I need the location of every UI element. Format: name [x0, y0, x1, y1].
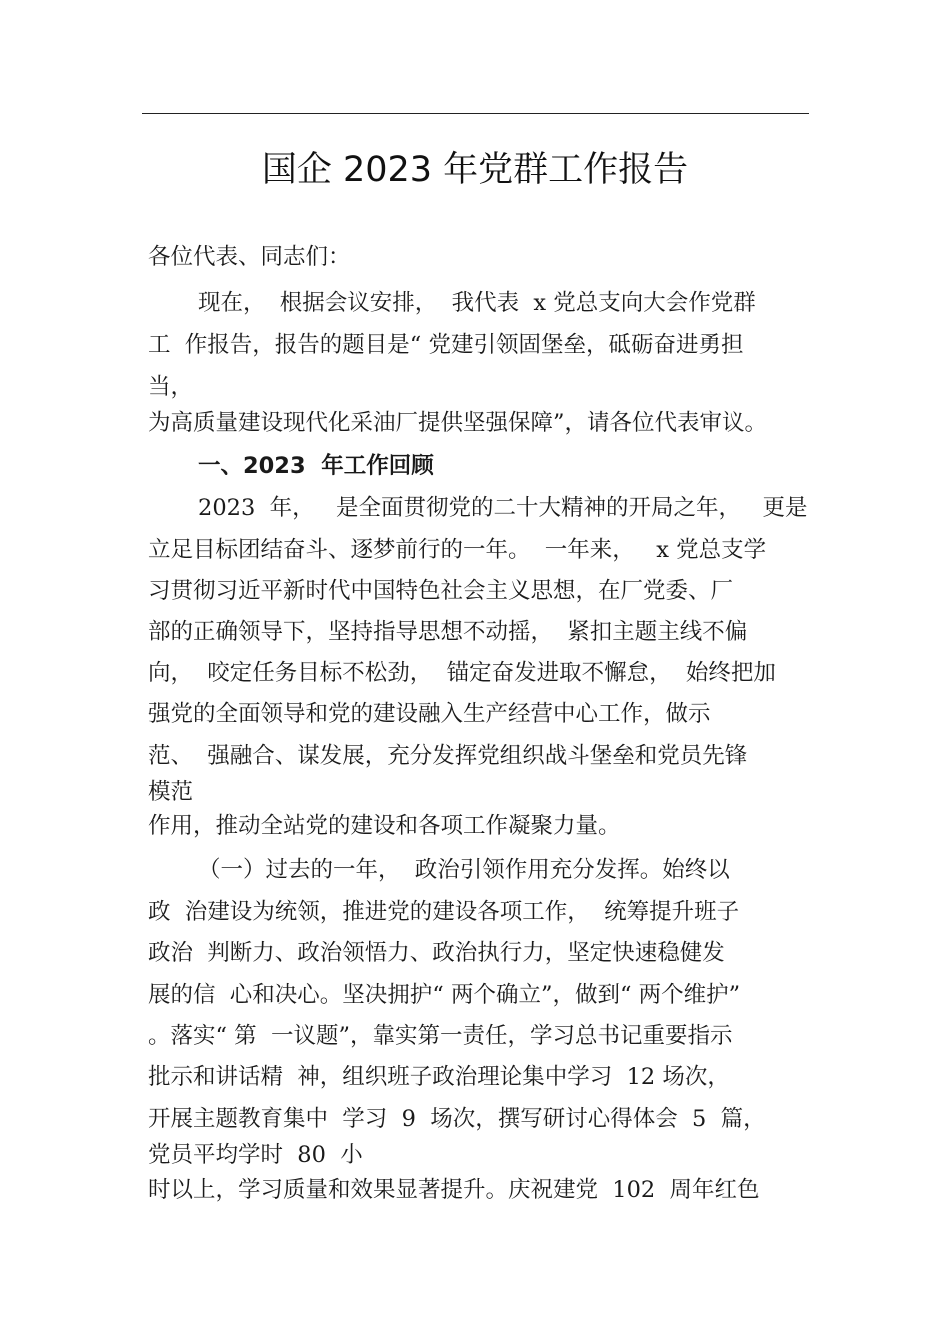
paragraph-line: 各位代表、同志们：	[148, 244, 351, 270]
paragraph-line: 现在， 根据会议安排， 我代表 x 党总支向大会作党群	[198, 290, 756, 316]
paragraph-line: 模范	[148, 779, 194, 805]
paragraph-line: 范、 强融合、谋发展，充分发挥党组织战斗堡垒和党员先锋	[148, 743, 748, 769]
paragraph-line: 政治 判断力、政治领悟力、政治执行力，坚定快速稳健发	[148, 940, 725, 966]
paragraph-line: 当，	[148, 374, 194, 400]
document-title: 国企 2023 年党群工作报告	[261, 150, 689, 190]
paragraph-line: 作用，推动全站党的建设和各项工作凝聚力量。	[148, 813, 621, 839]
section-heading: 一、2023 年工作回顾	[198, 453, 434, 479]
paragraph-line: 习贯彻习近平新时代中国特色社会主义思想，在厂党委、厂	[148, 578, 734, 604]
paragraph-line: （一）过去的一年， 政治引领作用充分发挥。始终以	[198, 857, 730, 883]
paragraph-line: 开展主题教育集中 学习 9 场次，撰写研讨心得体会 5 篇，	[148, 1106, 766, 1132]
paragraph-line: 向， 咬定任务目标不松劲， 锚定奋发进取不懈怠， 始终把加	[148, 660, 776, 686]
paragraph-line: 政 治建设为统领，推进党的建设各项工作， 统筹提升班子	[148, 899, 740, 925]
paragraph-line: 时以上，学习质量和效果显著提升。庆祝建党 102 周年红色	[148, 1177, 760, 1203]
header-rule	[142, 113, 809, 114]
paragraph-line: 部的正确领导下，坚持指导思想不动摇， 紧扣主题主线不偏	[148, 619, 748, 645]
paragraph-line: 立足目标团结奋斗、逐梦前行的一年。 一年来， x 党总支学	[148, 537, 767, 563]
paragraph-line: 工 作报告，报告的题目是“ 党建引领固堡垒，砥砺奋进勇担	[148, 332, 744, 358]
paragraph-line: 党员平均学时 80 小	[148, 1142, 363, 1168]
paragraph-line: 。落实“ 第 一议题”，靠实第一责任，学习总书记重要指示	[148, 1023, 733, 1049]
paragraph-line: 展的信 心和决心。坚决拥护“ 两个确立”，做到“ 两个维护”	[148, 982, 741, 1008]
paragraph-line: 强党的全面领导和党的建设融入生产经营中心工作，做示	[148, 701, 711, 727]
paragraph-line: 2023 年， 是全面贯彻党的二十大精神的开局之年， 更是	[198, 495, 808, 521]
paragraph-line: 为高质量建设现代化采油厂提供坚强保障”，请各位代表审议。	[148, 410, 768, 436]
paragraph-line: 批示和讲话精 神，组织班子政治理论集中学习 12 场次，	[148, 1064, 730, 1090]
